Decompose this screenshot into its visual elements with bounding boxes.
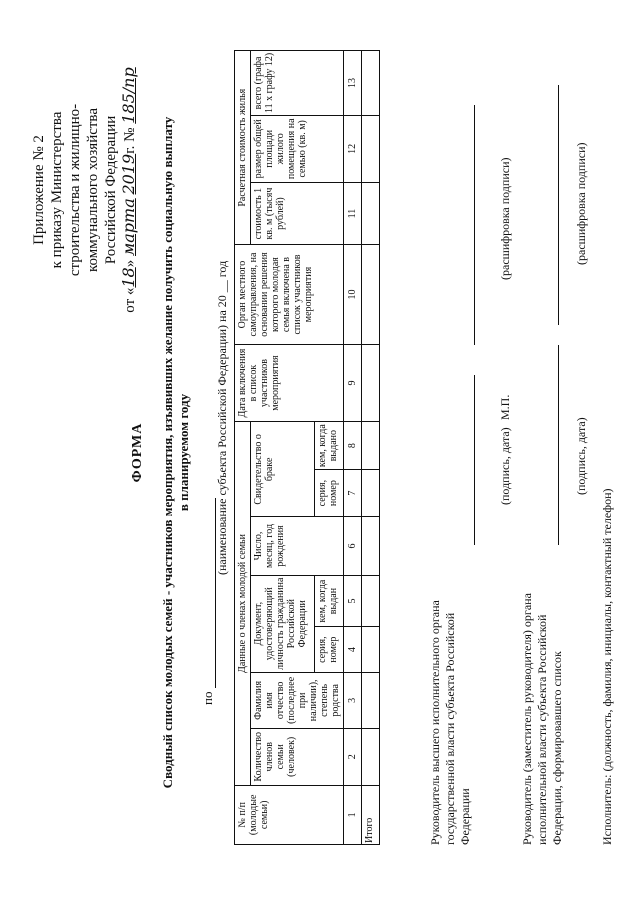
column-number: 5 — [344, 575, 362, 627]
appendix-ministry-2: коммунального хозяйства — [85, 108, 101, 272]
members-count-header: Количество членов семьи (человек) — [251, 728, 344, 785]
deputy-decode-caption: (расшифровка подписи) — [574, 142, 588, 265]
subject-line: по — [200, 145, 216, 705]
column-number: 6 — [344, 517, 362, 575]
total-label: Итого — [362, 785, 380, 844]
appendix-header — [30, 40, 139, 340]
head-decode-line — [474, 105, 475, 345]
column-number: 8 — [344, 422, 362, 469]
price-per-sqm-header: стоимость 1 кв. м (тысяч рублей) — [251, 182, 344, 245]
total-row — [362, 51, 380, 845]
deputy-sign-date-caption: (подпись, дата) — [574, 417, 588, 495]
inclusion-date-header: Дата включения в список участников мероприятия — [235, 344, 344, 422]
column-number: 1 — [344, 785, 362, 844]
family-data-header: Данные о членах молодой семьи — [235, 422, 251, 785]
families-table — [234, 50, 380, 845]
full-name-header: Фамилия имя отчество (последнее при наличии), степень родства — [251, 672, 344, 728]
handwritten-day: 18 — [119, 267, 138, 288]
deputy-decode-line — [558, 85, 559, 325]
area-header: размер общей площади жилого помещения на семью (кв. м) — [251, 115, 344, 182]
executor-line: Исполнитель: (должность, фамилия, инициалы, контактный телефон) — [600, 488, 614, 845]
local-authority-header: Орган местного самоуправления, на основании решения которого молодая семья включена в список участников мероприятия — [235, 245, 344, 344]
column-number: 2 — [344, 728, 362, 785]
total-cost-header: всего (графа 11 x графу 12) — [251, 51, 344, 116]
head-signature-line — [474, 375, 475, 545]
housing-cost-header: Расчетная стоимость жилья — [235, 51, 251, 245]
subject-caption: (наименование субъекта Российской Федерации) на 20 __ год — [215, 260, 229, 575]
appendix-country: Российской Федерации — [103, 115, 119, 265]
deputy-signatory: Руководитель (заместитель руководителя) органа исполнительной власти субъекта Российской Федерации, сформировавшего список — [520, 593, 564, 845]
stamp-place: М.П. — [498, 394, 512, 420]
appendix-ministry: строительства и жилищно- — [67, 103, 83, 277]
deputy-signature-line — [558, 345, 559, 545]
head-signatory: Руководитель высшего исполнительного органа государственной власти субъекта Российской Федерации — [428, 600, 472, 845]
col-number-header: № п/п (молодые семьи) — [235, 785, 344, 844]
marriage-cert-header: Свидетельство о браке — [251, 422, 315, 517]
column-numbers-row — [344, 51, 362, 845]
column-number: 10 — [344, 245, 362, 344]
head-decode-caption: (расшифровка подписи) — [498, 157, 512, 280]
doc-series-header: серия, номер — [315, 627, 344, 672]
title-line-2: в планируемом году — [176, 393, 191, 512]
handwritten-number: 185/пр — [119, 67, 138, 124]
cert-issuer-header: кем, когда выдано — [315, 422, 344, 469]
column-number: 11 — [344, 182, 362, 245]
column-number: 13 — [344, 51, 362, 116]
document-title — [160, 0, 192, 905]
column-number: 4 — [344, 627, 362, 672]
head-sign-date-caption: (подпись, дата) — [498, 427, 512, 505]
appendix-date: от «18» марта 2019г. № 185/пр — [119, 67, 138, 313]
form-label: ФОРМА — [130, 422, 145, 483]
appendix-number: Приложение № 2 — [31, 135, 47, 245]
handwritten-month: марта — [119, 198, 138, 257]
identity-doc-header: Документ, удостоверяющий личность гражданина Российской Федерации — [251, 575, 315, 672]
handwritten-year: 2019 — [119, 153, 138, 195]
column-number: 7 — [344, 469, 362, 516]
column-number: 3 — [344, 672, 362, 728]
doc-issuer-header: кем, когда выдан — [315, 575, 344, 627]
column-number: 9 — [344, 344, 362, 422]
appendix-order: к приказу Министерства — [49, 111, 65, 269]
column-number: 12 — [344, 115, 362, 182]
cert-series-header: серия, номер — [315, 469, 344, 516]
title-line-1: Сводный список молодых семей - участников мероприятия, изъявивших желание получить социальную выплату — [160, 116, 175, 789]
birth-date-header: Число, месяц, год рождения — [251, 517, 344, 575]
